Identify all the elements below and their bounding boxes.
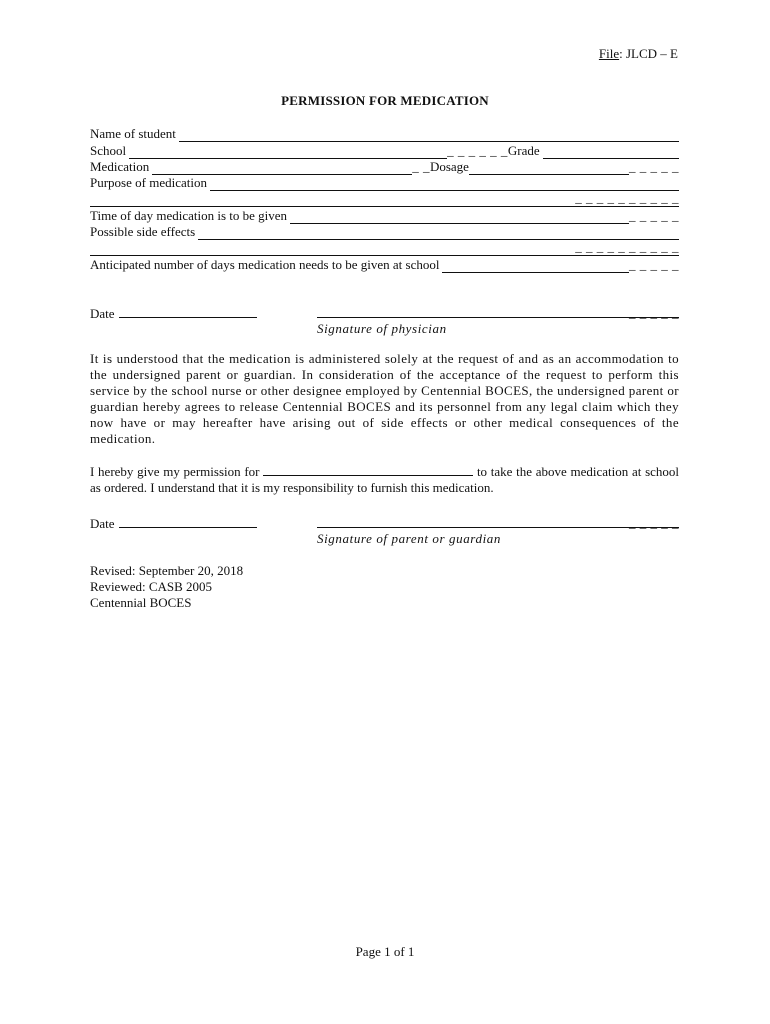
physician-signature-trail: _ _ _ _ _ [629,305,679,320]
permission-before: I hereby give my permission for [90,464,260,479]
dosage-trail: _ _ _ _ _ [629,158,679,174]
page-title: PERMISSION FOR MEDICATION [281,93,489,108]
physician-signature-block [90,305,679,336]
parent-date-field[interactable] [119,515,257,528]
permission-after: to take the above medication at school as ordered. I understand that it is my responsibility to furnish this medication. [90,464,680,496]
dosage-field[interactable] [469,162,629,175]
revised-date: Revised: September 20, 2018 [90,563,244,578]
reviewed-note: Reviewed: CASB 2005 [90,579,213,594]
time-field[interactable] [290,211,629,224]
physician-date [90,305,257,322]
permission-student-field[interactable] [263,464,473,476]
school-grade-row [90,142,679,158]
parent-signature-trail: _ _ _ _ _ [629,515,679,530]
grade-label: Grade [507,142,540,158]
physician-signature-row [90,305,679,336]
school-label: School [90,142,127,158]
file-code: : JLCD – E [619,46,678,61]
time-trail: _ _ _ _ _ [629,207,679,223]
file-reference [599,46,678,62]
student-name-row [90,126,679,142]
physician-signature-caption: Signature of physician [317,321,447,336]
time-label: Time of day medication is to be given [90,207,288,223]
time-row [90,207,679,223]
purpose-field[interactable] [210,178,679,191]
school-trail: _ _ _ _ _ _ [447,142,508,158]
physician-signature-field[interactable] [317,305,679,318]
purpose-label: Purpose of medication [90,175,207,191]
file-label: File [598,46,620,61]
medication-form [90,126,679,273]
parent-signature-block [90,515,679,546]
parent-signature-caption: Signature of parent or guardian [317,531,501,546]
student-name-label: Name of student [90,126,176,142]
student-name-field[interactable] [179,129,679,142]
physician-date-label: Date [90,306,115,321]
side-effects-row [90,224,679,240]
purpose-row [90,175,679,191]
physician-date-field[interactable] [119,305,257,318]
organization-name: Centennial BOCES [90,595,192,610]
side-effects-label: Possible side effects [90,224,196,240]
side-effects-continuation-trail: _ _ _ _ _ _ _ _ _ _ [575,239,679,255]
medication-field[interactable] [152,162,412,175]
days-label: Anticipated number of days medication needs to be given at school [90,256,440,272]
parent-date-label: Date [90,516,115,531]
release-paragraph: It is understood that the medication is administered solely at the request of and as an accommodation to the undersigned parent or guardian. In consideration of the acceptance of the request to perform this service by the school nurse or other designee employed by Centennial BOCES, the undersigned parent or guardian hereby agrees to release Centennial BOCES and its personnel from any legal claim which they now have or may hereafter have arising out of side effects or other medical consequences of the medication. [90,351,679,447]
page-number: Page 1 of 1 [355,944,415,959]
parent-signature-field[interactable] [317,515,679,528]
school-field[interactable] [129,146,447,159]
days-row [90,256,679,272]
grade-field[interactable] [543,146,679,159]
days-trail: _ _ _ _ _ [629,256,679,272]
purpose-continuation-trail: _ _ _ _ _ _ _ _ _ _ [575,190,679,206]
dosage-label: Dosage [429,158,469,174]
parent-date [90,515,257,532]
side-effects-field[interactable] [198,227,679,240]
medication-label: Medication [90,158,150,174]
medication-dosage-row [90,159,679,175]
medication-trail: _ _ [412,158,430,174]
permission-paragraph [90,464,679,496]
parent-signature-row [90,515,679,546]
revision-notes [90,563,243,611]
days-field[interactable] [442,260,629,273]
